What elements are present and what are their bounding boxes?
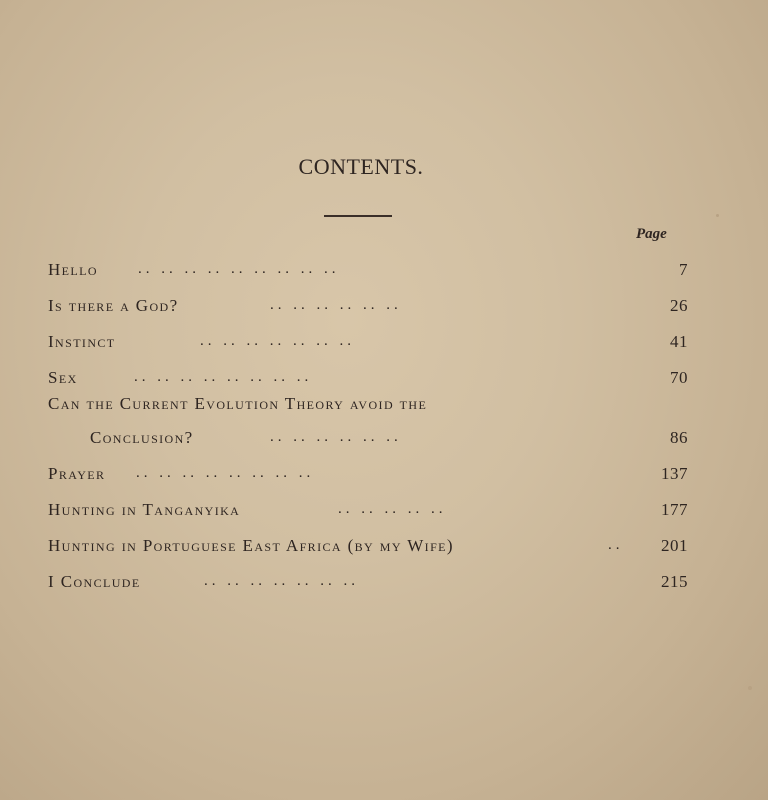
toc-entry-title: Prayer [48, 464, 106, 483]
toc-entry-hello [48, 250, 688, 284]
toc-leader-dots: .. .. .. .. .. .. .. .. [136, 465, 315, 481]
toc-entry-title: Hello [48, 260, 98, 279]
toc-entry-page: 177 [661, 500, 688, 519]
toc-leader-dots: .. .. .. .. .. [338, 501, 447, 517]
toc-entry-continuation: Conclusion? [90, 428, 194, 447]
toc-entry-title: Is there a God? [48, 296, 179, 315]
toc-entry-evolution [48, 394, 688, 418]
toc-entry-page: 7 [679, 260, 688, 279]
toc-entry-page: 137 [661, 464, 688, 483]
toc-leader-dots: .. .. .. .. .. .. [270, 297, 402, 313]
toc-leader-dots: .. [608, 537, 624, 553]
toc-entry-title: I Conclude [48, 572, 141, 591]
toc-entry-god [48, 286, 688, 320]
toc-leader-dots: .. .. .. .. .. .. .. .. .. [138, 261, 340, 277]
toc-entry-page: 26 [670, 296, 688, 315]
toc-entry-title: Can the Current Evolution Theory avoid the [48, 394, 428, 413]
toc-leader-dots: .. .. .. .. .. .. .. [200, 333, 355, 349]
table-of-contents [48, 250, 688, 591]
toc-entry-sex [48, 358, 688, 392]
toc-entry-i-conclude [48, 562, 688, 596]
paper-blemish [716, 214, 719, 217]
toc-entry-portuguese-east-africa [48, 526, 688, 560]
toc-entry-title: Hunting in Tanganyika [48, 500, 241, 519]
toc-leader-dots: .. .. .. .. .. .. [270, 429, 402, 445]
toc-entry-evolution-continued [48, 418, 688, 452]
toc-entry-title: Hunting in Portuguese East Africa (by my Wife) [48, 536, 454, 555]
toc-entry-page: 86 [670, 428, 688, 447]
toc-leader-dots: .. .. .. .. .. .. .. [204, 573, 359, 589]
toc-entry-instinct [48, 322, 688, 356]
toc-leader-dots: .. .. .. .. .. .. .. .. [134, 369, 313, 385]
title-rule [324, 215, 392, 217]
toc-entry-title: Instinct [48, 332, 116, 351]
toc-entry-title: Sex [48, 368, 78, 387]
page-column-label: Page [636, 226, 667, 242]
page-title: CONTENTS. [298, 154, 424, 179]
toc-entry-page: 215 [661, 572, 688, 591]
toc-entry-page: 41 [670, 332, 688, 351]
paper-blemish [748, 686, 752, 690]
toc-entry-tanganyika [48, 490, 688, 524]
toc-entry-page: 70 [670, 368, 688, 387]
toc-entry-prayer [48, 454, 688, 488]
toc-entry-page: 201 [661, 536, 688, 555]
